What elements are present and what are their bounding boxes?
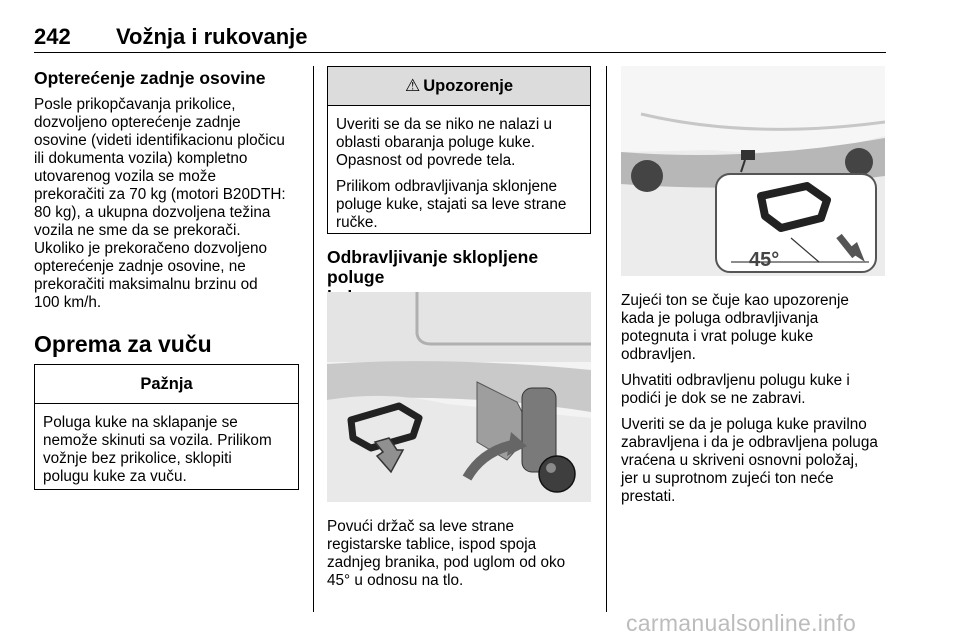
buzzer-paragraph: Zujeći ton se čuje kao upozorenje kada je poluga odbravljivanja potegnuta i vrat poluge kuke odbravljen. bbox=[621, 292, 849, 363]
page-header bbox=[34, 22, 886, 53]
tow-hook-angle-illustration bbox=[621, 66, 885, 276]
lift-paragraph: Uhvatiti odbravljenu polugu kuke i podići je dok se ne zabravi. bbox=[621, 372, 850, 407]
warning-text-1: Uveriti se da se niko ne nalazi u oblasti obaranja poluge kuke. Opasnost od povrede tela. bbox=[336, 116, 552, 169]
section-heading-rear-axle: Opterećenje zadnje osovine bbox=[34, 68, 266, 88]
check-paragraph: Uveriti se da je poluga kuke pravilno zabravljena i da je odbravljena poluga vraćena u skriveni osnovni položaj, jer u suprotnom zujeći ton neće prestati. bbox=[621, 416, 878, 505]
unlock-caption: Povući držač sa leve strane registarske tablice, ispod spoja zadnjeg branika, pod uglom od oko 45° u odnosu na tlo. bbox=[327, 518, 566, 589]
section-heading-towing: Oprema za vuču bbox=[34, 331, 212, 357]
section-heading-unlock: Odbravljivanje sklopljene poluge bbox=[327, 247, 539, 287]
column-1 bbox=[34, 68, 302, 320]
warning-title: Upozorenje bbox=[423, 76, 514, 95]
column-divider bbox=[313, 66, 314, 612]
watermark: carmanualsonline.info bbox=[626, 610, 857, 636]
column-3 bbox=[621, 292, 896, 514]
chapter-title: Vožnja i rukovanje bbox=[116, 24, 308, 49]
angle-label: 45° bbox=[749, 249, 780, 271]
notice-box bbox=[34, 364, 299, 490]
page-number: 242 bbox=[34, 24, 71, 49]
tow-hook-release-illustration bbox=[327, 292, 591, 502]
notice-text: Poluga kuke na sklapanje se nemože skinuti sa vozila. Prilikom vožnje bez prikolice, sklopiti polugu kuke za vuču. bbox=[43, 414, 272, 485]
warning-triangle-icon: ⚠ bbox=[404, 76, 421, 95]
warning-box bbox=[327, 66, 591, 234]
column-2-caption bbox=[327, 518, 597, 598]
notice-title: Pažnja bbox=[35, 365, 298, 404]
rear-axle-paragraph: Posle prikopčavanja prikolice, dozvoljeno opterećenje zadnje osovine (videti identifikacionu pločicu ili dokumenta vozila) kompletno utovarenog vozila se može prekoračiti za 70 kg (motori B20DTH: 80 kg), a ukupna dozvoljena težina vozila ne sme da se prekorači. Ukoliko je prekoračeno dozvoljeno opterećenje zadnje osovine, ne prekoračiti maksimalnu brzinu od 100 km/h. bbox=[34, 96, 286, 311]
column-divider bbox=[606, 66, 607, 612]
warning-text-2: Prilikom odbravljivanja sklonjene poluge kuke, stajati sa leve strane ručke. bbox=[336, 178, 567, 231]
